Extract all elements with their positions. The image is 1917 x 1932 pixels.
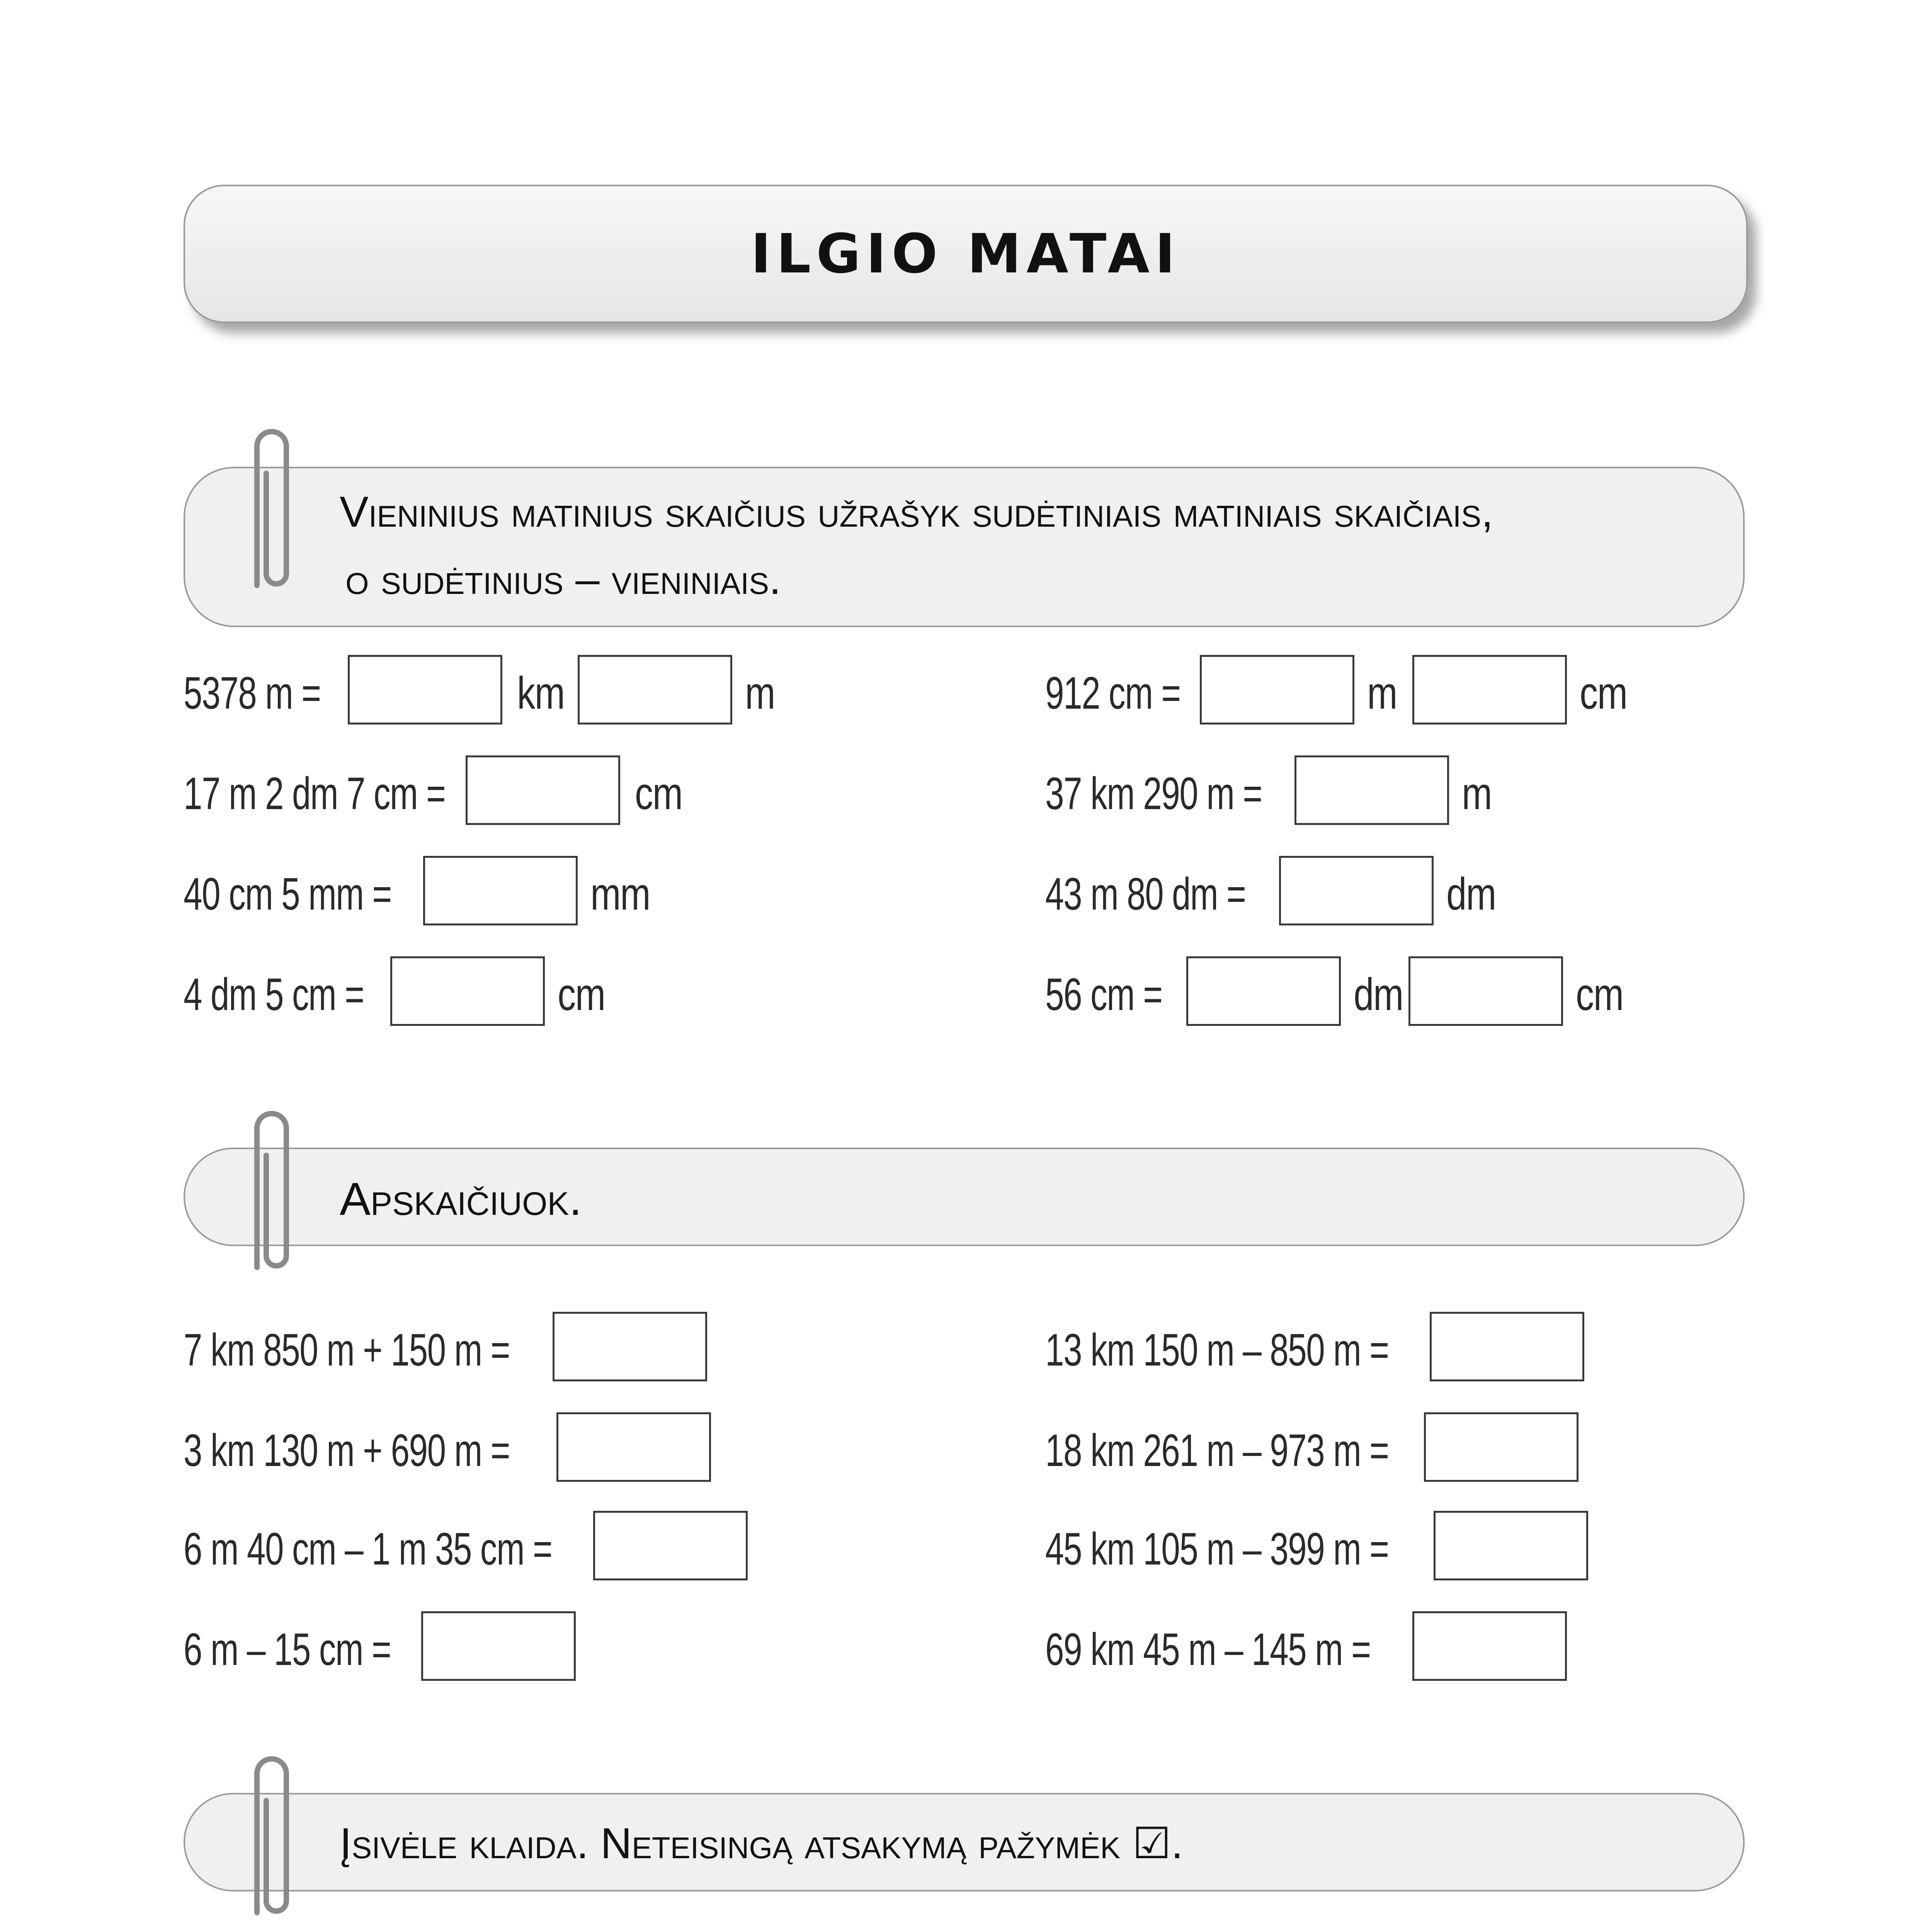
answer-box[interactable] <box>348 655 502 724</box>
answer-box[interactable] <box>1279 856 1434 925</box>
answer-box[interactable] <box>578 655 732 724</box>
answer-box[interactable] <box>593 1511 748 1580</box>
expression: 69 km 45 m – 145 m = <box>1045 1624 1371 1675</box>
paperclip-icon <box>238 1101 296 1279</box>
answer-box[interactable] <box>1424 1412 1579 1482</box>
unit-label: mm <box>590 868 650 920</box>
task-1-instruction-line2: o sudėtinius – vieniniais. <box>345 555 781 603</box>
page-title: ILGIO MATAI <box>751 222 1180 286</box>
answer-box[interactable] <box>1412 1611 1567 1681</box>
expression: 43 m 80 dm = <box>1045 868 1246 920</box>
unit-label: m <box>1462 768 1492 819</box>
task-1-left-row-3 <box>184 856 464 925</box>
expression: 6 m 40 cm – 1 m 35 cm = <box>184 1523 552 1575</box>
expression: 4 dm 5 cm = <box>184 969 364 1020</box>
task-1-left-row-1 <box>184 655 369 724</box>
answer-box[interactable] <box>1430 1312 1584 1381</box>
expression: 17 m 2 dm 7 cm = <box>184 768 446 819</box>
answer-box[interactable] <box>1412 655 1567 724</box>
answer-box[interactable] <box>556 1412 711 1482</box>
expression: 40 cm 5 mm = <box>184 868 391 920</box>
task-3-banner <box>184 1793 1745 1891</box>
answer-box[interactable] <box>390 956 545 1026</box>
answer-box[interactable] <box>423 856 578 925</box>
unit-label: km <box>517 667 565 719</box>
expression: 18 km 261 m – 973 m = <box>1045 1425 1389 1476</box>
task-1-instruction-line1: Vieninius matinius skaičius užrašyk sudėtiniais matiniais skaičiais, <box>340 488 1493 536</box>
answer-box[interactable] <box>466 755 620 825</box>
task-2-instruction: Apskaičiuok. <box>340 1173 582 1225</box>
task-1-right-row-3 <box>1045 856 1316 925</box>
expression: 13 km 150 m – 850 m = <box>1045 1324 1389 1376</box>
task-3-instruction: Įsivėle klaida. Neteisingą atsakymą pažymėk ☑. <box>340 1819 1183 1867</box>
unit-label: cm <box>635 768 682 819</box>
answer-box[interactable] <box>1200 655 1354 724</box>
unit-label: m <box>745 667 775 719</box>
expression: 37 km 290 m = <box>1045 768 1262 819</box>
unit-label: m <box>1367 667 1397 719</box>
unit-label: dm <box>1354 969 1403 1020</box>
expression: 6 m – 15 cm = <box>184 1624 391 1675</box>
answer-box[interactable] <box>1186 956 1341 1026</box>
title-banner <box>184 185 1748 323</box>
answer-box[interactable] <box>1294 755 1449 825</box>
unit-label: cm <box>1580 667 1627 719</box>
unit-label: cm <box>1576 969 1623 1020</box>
paperclip-icon <box>238 419 296 597</box>
expression: 912 cm = <box>1045 667 1180 719</box>
answer-box[interactable] <box>553 1312 707 1381</box>
expression: 5378 m = <box>184 667 321 719</box>
task-1-banner <box>184 467 1745 627</box>
unit-label: cm <box>558 969 605 1020</box>
expression: 45 km 105 m – 399 m = <box>1045 1523 1389 1575</box>
answer-box[interactable] <box>1434 1511 1588 1580</box>
paperclip-icon <box>238 1747 296 1924</box>
expression: 7 km 850 m + 150 m = <box>184 1324 510 1376</box>
answer-box[interactable] <box>421 1611 576 1681</box>
task-1-right-row-4 <box>1045 956 1203 1026</box>
unit-label: dm <box>1446 868 1496 920</box>
expression: 56 cm = <box>1045 969 1162 1020</box>
expression: 3 km 130 m + 690 m = <box>184 1425 510 1476</box>
task-2-banner <box>184 1148 1745 1246</box>
answer-box[interactable] <box>1408 956 1563 1026</box>
